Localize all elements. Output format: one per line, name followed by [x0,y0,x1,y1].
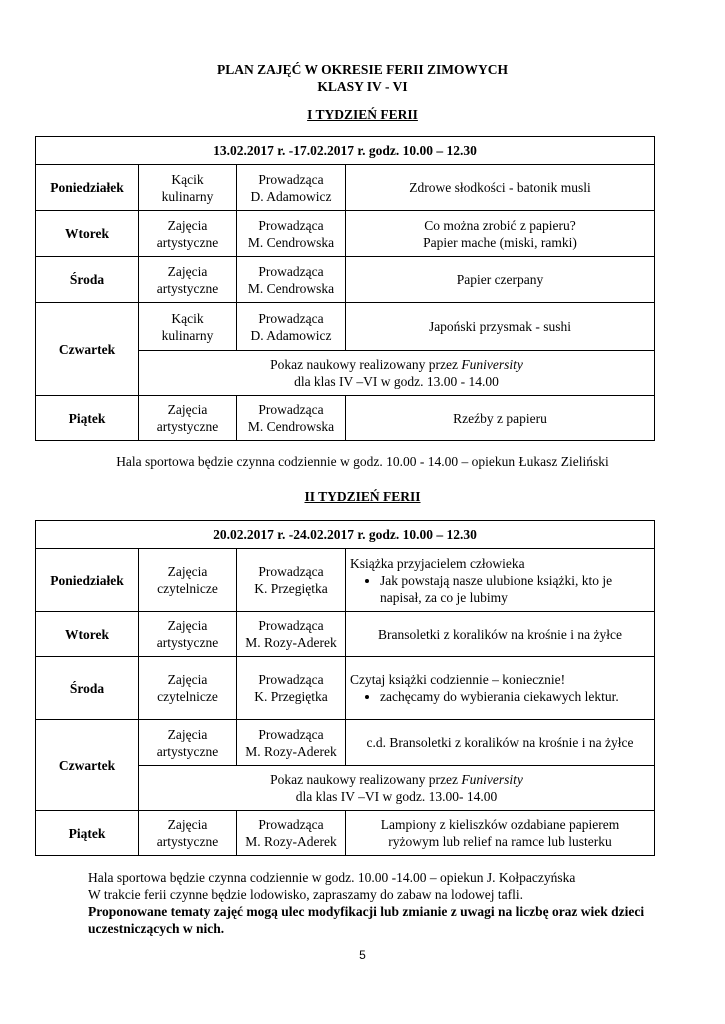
table-row [36,396,655,441]
activity-cell: Zajęcia artystyczne [139,612,237,657]
leader-cell: Prowadząca M. Rozy-Aderek [237,612,346,657]
table-row [36,303,655,351]
week1-table [35,136,655,441]
week1-note: Hala sportowa będzie czynna codziennie w godz. 10.00 - 14.00 – opiekun Łukasz Zieliński [116,454,609,469]
table-row [36,811,655,856]
page-number: 5 [359,948,366,962]
table-row [36,720,655,766]
activity-cell: Zajęcia czytelnicze [139,549,237,612]
week1-dates: 13.02.2017 r. -17.02.2017 r. godz. 10.00 – 12.30 [36,137,655,165]
table-row [36,257,655,303]
leader-cell: Prowadząca D. Adamowicz [237,165,346,211]
leader-cell: Prowadząca K. Przegiętka [237,657,346,720]
activity-cell: Kącik kulinarny [139,165,237,211]
day-cell: Czwartek [36,720,139,811]
activity-cell: Zajęcia artystyczne [139,720,237,766]
topic-cell: Rzeźby z papieru [346,396,655,441]
table-row [36,211,655,257]
topic-cell: Papier czerpany [346,257,655,303]
page-subtitle: KLASY IV - VI [317,79,408,94]
topic-cell: Lampiony z kieliszków ozdabiane papierem ryżowym lub relief na ramce lub lusterku [346,811,655,856]
activity-cell: Kącik kulinarny [139,303,237,351]
day-cell: Środa [36,657,139,720]
day-cell: Piątek [36,811,139,856]
day-cell: Czwartek [36,303,139,396]
day-cell: Wtorek [36,612,139,657]
topic-cell: Zdrowe słodkości - batonik musli [346,165,655,211]
leader-cell: Prowadząca M. Cendrowska [237,257,346,303]
list-item: • Jak powstają nasze ulubione książki, kto je napisał, za co je lubimy [380,572,650,606]
footer-disclaimer: Proponowane tematy zajęć mogą ulec modyfikacji lub zmianie z uwagi na liczbę oraz wiek dzieci uczestniczących w nich. [88,904,645,936]
footer-line: Hala sportowa będzie czynna codziennie w godz. 10.00 -14.00 – opiekun J. Kołpaczyńska [88,870,576,885]
page-title: PLAN ZAJĘĆ W OKRESIE FERII ZIMOWYCH [217,62,508,77]
week1-heading: I TYDZIEŃ FERII [307,107,418,122]
topic-cell: Bransoletki z koralików na krośnie i na żyłce [346,612,655,657]
footer [88,869,648,937]
activity-cell: Zajęcia artystyczne [139,211,237,257]
topic-cell: Książka przyjacielem człowieka • Jak powstają nasze ulubione książki, kto je napisał, za co je lubimy [346,549,655,612]
topic-cell: c.d. Bransoletki z koralików na krośnie i na żyłce [346,720,655,766]
topic-cell: Co można zrobić z papieru? Papier mache (miski, ramki) [346,211,655,257]
leader-cell: Prowadząca M. Cendrowska [237,211,346,257]
week2-table [35,520,655,856]
science-show-cell: Pokaz naukowy realizowany przez Funiversity dla klas IV –VI w godz. 13.00- 14.00 [139,766,655,811]
table-row [36,657,655,720]
table-row [36,549,655,612]
week2-dates: 20.02.2017 r. -24.02.2017 r. godz. 10.00 – 12.30 [36,521,655,549]
topic-cell: Czytaj książki codziennie – koniecznie! • zachęcamy do wybierania ciekawych lektur. [346,657,655,720]
day-cell: Poniedziałek [36,165,139,211]
list-item: • zachęcamy do wybierania ciekawych lektur. [380,688,650,705]
day-cell: Środa [36,257,139,303]
leader-cell: Prowadząca M. Cendrowska [237,396,346,441]
day-cell: Poniedziałek [36,549,139,612]
table-row [36,165,655,211]
activity-cell: Zajęcia artystyczne [139,257,237,303]
leader-cell: Prowadząca M. Rozy-Aderek [237,720,346,766]
leader-cell: Prowadząca D. Adamowicz [237,303,346,351]
table-row [36,612,655,657]
week2-heading: II TYDZIEŃ FERII [304,489,421,504]
activity-cell: Zajęcia artystyczne [139,811,237,856]
day-cell: Piątek [36,396,139,441]
leader-cell: Prowadząca K. Przegiętka [237,549,346,612]
activity-cell: Zajęcia artystyczne [139,396,237,441]
science-show-cell: Pokaz naukowy realizowany przez Funiversity dla klas IV –VI w godz. 13.00 - 14.00 [139,351,655,396]
day-cell: Wtorek [36,211,139,257]
activity-cell: Zajęcia czytelnicze [139,657,237,720]
topic-cell: Japoński przysmak - sushi [346,303,655,351]
footer-line: W trakcie ferii czynne będzie lodowisko, zapraszamy do zabaw na lodowej tafli. [88,887,523,902]
leader-cell: Prowadząca M. Rozy-Aderek [237,811,346,856]
